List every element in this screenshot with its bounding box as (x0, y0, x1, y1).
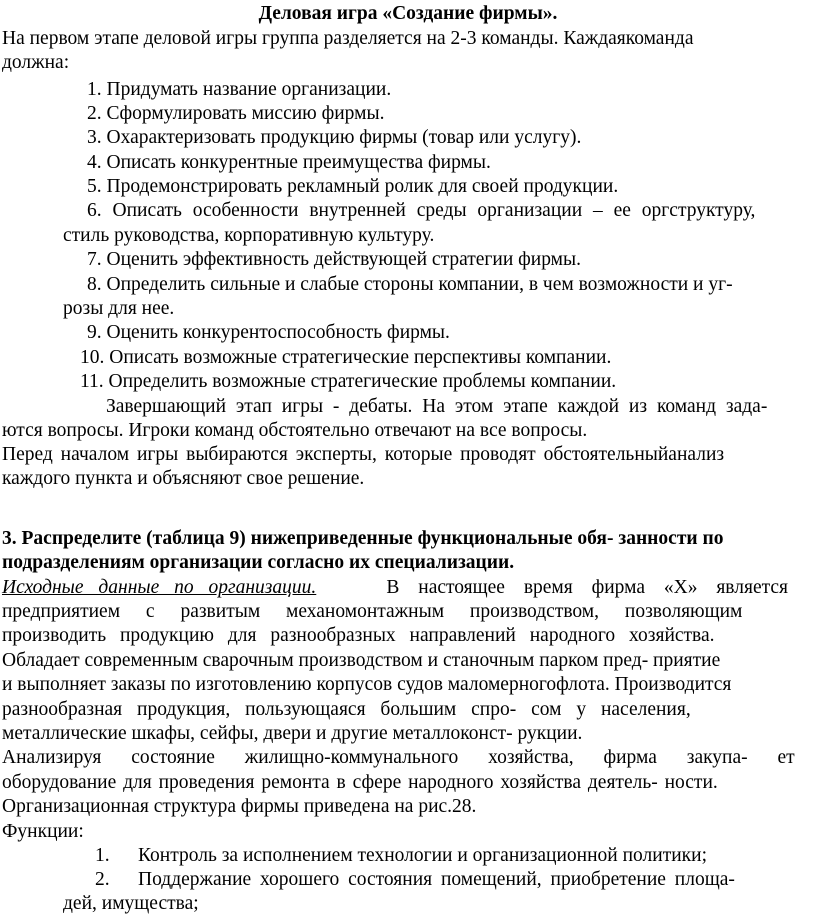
task-10: 10. Описать возможные стратегические перспективы компании. (80, 347, 612, 368)
task-2: 2. Сформулировать миссию фирмы. (87, 103, 385, 124)
section-3-para-2-line-1: Анализируя состояние жилищно-коммунального хозяйства, фирма закупа- ет (2, 747, 795, 768)
task-9: 9. Оценить конкурентоспособность фирмы. (87, 322, 450, 343)
intro-line-1: На первом этапе деловой игры группа разделяется на 2-3 команды. Каждаякоманда (2, 28, 694, 49)
task-4: 4. Описать конкурентные преимущества фирмы. (87, 152, 491, 173)
final-line-4: каждого пункта и объясняют свое решение. (2, 468, 365, 489)
section-3-para-1-line-4: Обладает современным сварочным производством и станочным парком пред- приятие (2, 650, 721, 671)
section-3-para-1-line-3: производить продукцию для разнообразных направлений народного хозяйства. (2, 625, 715, 646)
function-2-number: 2. (95, 869, 110, 890)
section-3-para-1-line-1: Исходные данные по организации. В настоящее время фирма «Х» является (2, 577, 788, 598)
section-3-para-1-line-2: предприятием с развитым механомонтажным производством, позволяющим (2, 601, 743, 622)
task-1: 1. Придумать название организации. (87, 79, 392, 100)
intro-line-2: должна: (2, 52, 70, 73)
task-6: 6. Описать особенности внутренней среды организации – ее оргструктуру, (87, 200, 756, 221)
page-title: Деловая игра «Создание фирмы». (258, 3, 558, 24)
section-3-para-1-line-5: и выполняет заказы по изготовлению корпусов судов маломерногофлота. Производится (2, 674, 732, 695)
task-11: 11. Определить возможные стратегические проблемы компании. (80, 371, 617, 392)
task-7: 7. Оценить эффективность действующей стратегии фирмы. (87, 249, 582, 270)
final-line-3: Перед началом игры выбираются эксперты, которые проводят обстоятельныйанализ (2, 444, 725, 465)
source-data-lead: Исходные данные по организации. (2, 577, 317, 598)
task-6-cont: стиль руководства, корпоративную культуру. (63, 225, 435, 246)
final-line-1: Завершающий этап игры - дебаты. На этом этапе каждой из команд зада- (106, 396, 768, 417)
task-8: 8. Определить сильные и слабые стороны компании, в чем возможности и уг- (87, 274, 733, 295)
task-5: 5. Продемонстрировать рекламный ролик для своей продукции. (87, 176, 619, 197)
function-1-number: 1. (95, 845, 110, 866)
section-3-para-2-line-2: оборудование для проведения ремонта в сфере народного хозяйства деятель- ности. (2, 772, 718, 793)
function-1-text: Контроль за исполнением технологии и организационной политики; (138, 845, 707, 866)
final-line-2: ются вопросы. Игроки команд обстоятельно отвечают на все вопросы. (2, 420, 588, 441)
functions-label: Функции: (2, 821, 84, 842)
function-2-cont: дей, имущества; (63, 893, 199, 914)
section-3-para-1-line-7: металлические шкафы, сейфы, двери и другие металлоконст- рукции. (2, 723, 583, 744)
section-3-para-1-line-6: разнообразная продукция, пользующаяся большим спро- сом у населения, (2, 699, 691, 720)
task-3: 3. Охарактеризовать продукцию фирмы (товар или услугу). (87, 127, 582, 148)
section-3-para-2-line-3: Организационная структура фирмы приведена на рис.28. (2, 796, 477, 817)
section-3-heading-2: подразделениям организации согласно их специализации. (2, 552, 515, 573)
section-3-heading-1: 3. Распределите (таблица 9) нижеприведенные функциональные обя- занности по (2, 528, 724, 549)
function-2-text: Поддержание хорошего состояния помещений, приобретение площа- (138, 869, 735, 890)
task-8-cont: розы для нее. (63, 298, 175, 319)
